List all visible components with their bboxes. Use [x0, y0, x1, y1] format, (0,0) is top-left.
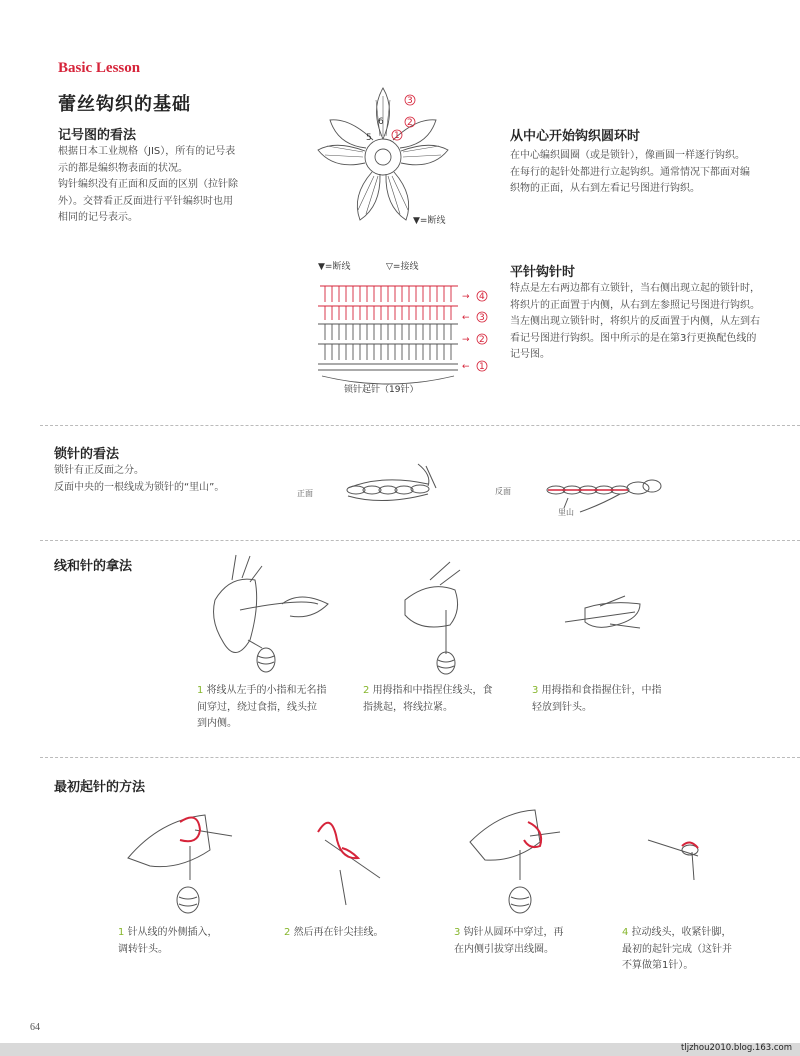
text-line: 然后再在针尖挂线。	[293, 927, 384, 938]
text-line: 锁针有正反面之分。	[54, 465, 144, 476]
text-line: 拉动线头，收紧针脚，	[631, 927, 732, 938]
text-line: 织物的正面，从右到左看记号图进行钩织。	[510, 183, 700, 194]
lesson-label: Basic Lesson	[58, 60, 141, 76]
text-line: 用拇指和中指捏住线头，食	[372, 685, 493, 696]
page-number: 64	[30, 1022, 40, 1033]
chain-count-label: 锁针起针（19针）	[344, 385, 419, 395]
step-number: 3	[454, 927, 461, 938]
step-number: 1	[197, 685, 204, 696]
start-step-1	[118, 925, 218, 958]
chain-title: 锁针的看法	[54, 447, 120, 462]
text-line: 钩针从圆环中穿过，再	[463, 927, 564, 938]
step-number: 2	[363, 685, 370, 696]
text-line: 调转针头。	[118, 943, 168, 955]
row-number: 1	[479, 362, 485, 372]
step-number: 2	[284, 927, 291, 938]
svg-text:←: ←	[462, 362, 470, 372]
flat-title: 平针钩针时	[510, 265, 576, 280]
row-number: 4	[479, 292, 485, 302]
row-number: 3	[479, 313, 485, 323]
svg-text:→: →	[462, 335, 470, 345]
start-step-3	[454, 925, 564, 958]
text-line: 反面中央的一根线成为锁针的“里山”。	[54, 481, 225, 493]
text-line: 不算做第1针）。	[622, 960, 694, 971]
text-line: 当左侧出现立锁针时，将织片的反面置于内侧，从左到右	[510, 316, 760, 327]
start-step-4	[622, 925, 732, 975]
round-title: 从中心开始钩织圆环时	[510, 129, 641, 144]
cut-legend: ▼=断线	[318, 262, 351, 272]
text-line: 在内侧引拔穿出线圈。	[454, 943, 554, 955]
symbols-title: 记号图的看法	[58, 128, 137, 143]
text-line: 相同的记号表示。	[58, 212, 138, 223]
text-line: 用拇指和食指握住针，中指	[541, 685, 662, 696]
text-line: 针从线的外侧插入，	[127, 927, 218, 938]
round-number: 2	[407, 118, 413, 128]
ring-label: 5	[366, 133, 372, 143]
text-line: 指挑起，将线拉紧。	[363, 701, 453, 713]
join-legend: ▽=接线	[386, 262, 419, 272]
step-number: 1	[118, 927, 125, 938]
start-title: 最初起针的方法	[54, 780, 146, 795]
text-line: 将织片的正面置于内侧，从右到左参照记号图进行钩织。	[510, 299, 760, 311]
text-line: 到内侧。	[197, 718, 237, 729]
svg-text:→: →	[462, 292, 470, 302]
step-number: 4	[622, 927, 629, 938]
text-line: 根据日本工业规格（JIS），所有的记号表	[58, 146, 236, 157]
start-step-2	[284, 925, 384, 942]
text-line: 钩针编织没有正面和反面的区别（拉针除	[58, 179, 238, 190]
text-line: 记号图。	[510, 349, 550, 360]
page-title: 蕾丝钩织的基础	[58, 94, 191, 115]
holding-title: 线和针的拿法	[54, 559, 133, 574]
text-line: 在中心编织圆圈（或是锁针），像画圆一样逐行钩织。	[510, 150, 745, 161]
source-watermark: tljzhou2010.blog.163.com	[681, 1043, 792, 1053]
round-number: 3	[407, 96, 413, 106]
text-line: 轻放到针头。	[532, 701, 592, 713]
step-number: 3	[532, 685, 539, 696]
text-line: 间穿过，绕过食指，线头拉	[197, 701, 317, 713]
text-line: 看记号图进行钩织。图中所示的是在第3行更换配色线的	[510, 332, 757, 344]
text-line: 最初的起针完成（这针并	[622, 943, 732, 955]
text-line: 将线从左手的小指和无名指	[206, 685, 327, 696]
front-label: 正面	[297, 489, 313, 498]
text-line: 示的都是编织物表面的状况。	[58, 162, 188, 174]
back-label: 反面	[495, 487, 511, 496]
ring-label: 6	[378, 117, 384, 127]
text-line: 在每行的起针处都进行立起钩织。通常情况下都面对编	[510, 166, 750, 178]
svg-text:←: ←	[462, 313, 470, 323]
text-line: 外）。交替看正反面进行平针编织时也用	[58, 195, 233, 207]
footer-bar	[0, 1043, 800, 1056]
text-line: 特点是左右两边都有立锁针，当右侧出现立起的锁针时，	[510, 283, 760, 294]
row-number: 2	[479, 335, 485, 345]
cut-legend: ▼=断线	[413, 216, 446, 226]
back-bump-label: 里山	[558, 508, 574, 517]
round-number: 1	[394, 131, 400, 141]
